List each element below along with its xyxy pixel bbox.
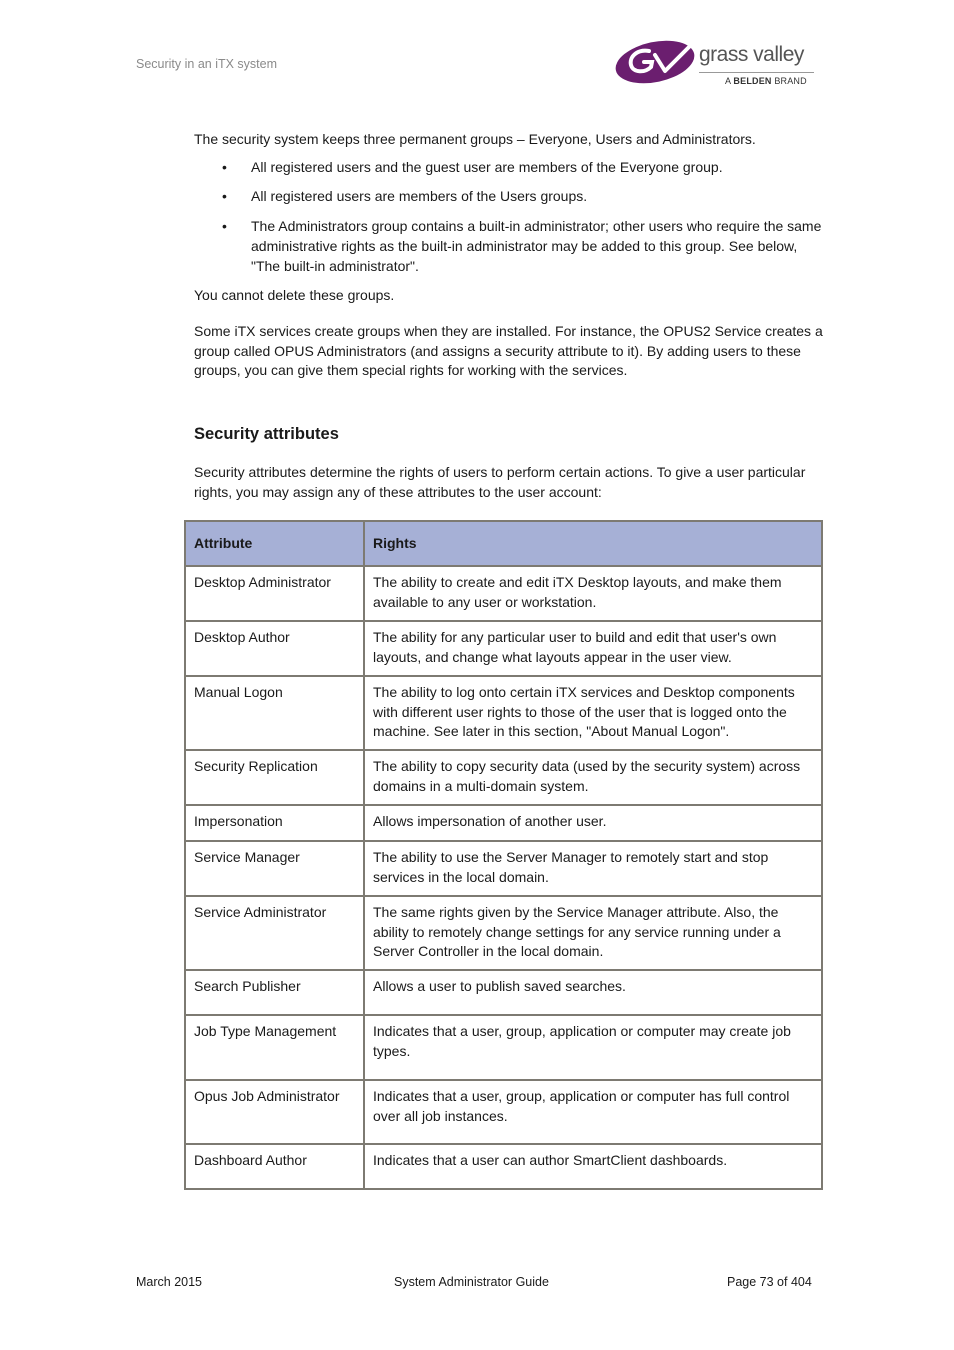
table-row xyxy=(185,841,822,896)
grass-valley-logo xyxy=(615,37,820,89)
security-attributes-table xyxy=(184,520,823,1190)
table-row xyxy=(185,750,822,805)
table-row xyxy=(185,1015,822,1080)
table-row xyxy=(185,621,822,676)
rights-cell: The ability for any particular user to build and edit that user's own layouts, and change what layouts appear in the user view. xyxy=(364,621,822,676)
rights-cell: The ability to log onto certain iTX services and Desktop components with different user rights to those of the user that is logged onto the machine. See later in this section, "About Manual Logon". xyxy=(364,676,822,750)
tagline-suffix: BRAND xyxy=(774,76,807,86)
gv-emblem-icon xyxy=(615,39,697,85)
attribute-cell: Service Manager xyxy=(185,841,364,896)
rights-cell: Indicates that a user, group, application or computer has full control over all job instances. xyxy=(364,1080,822,1144)
rights-cell: The ability to use the Server Manager to remotely start and stop services in the local domain. xyxy=(364,841,822,896)
attribute-cell: Opus Job Administrator xyxy=(185,1080,364,1144)
tagline-prefix: A xyxy=(725,76,731,86)
intro-paragraph: The security system keeps three permanent groups – Everyone, Users and Administrators. xyxy=(194,131,756,147)
bullet-item: • The Administrators group contains a built-in administrator; other users who require the same administrative rights as the built-in administrator may be added to this group. See below, "The built-in administrator". xyxy=(194,217,824,276)
column-header-attribute: Attribute xyxy=(185,521,364,566)
rights-cell: Indicates that a user, group, application or computer may create job types. xyxy=(364,1015,822,1080)
footer-date: March 2015 xyxy=(136,1275,203,1289)
running-head: Security in an iTX system xyxy=(136,57,278,71)
attribute-cell: Dashboard Author xyxy=(185,1144,364,1189)
bullet-item: • All registered users are members of the Users groups. xyxy=(194,187,824,207)
table-row xyxy=(185,896,822,970)
footer-doc-title: System Administrator Guide xyxy=(394,1275,549,1289)
tagline-bold: BELDEN xyxy=(733,76,772,86)
attribute-cell: Service Administrator xyxy=(185,896,364,970)
rights-cell: The same rights given by the Service Manager attribute. Also, the ability to remotely change settings for any service running under a Server Controller in the local domain. xyxy=(364,896,822,970)
attribute-cell: Manual Logon xyxy=(185,676,364,750)
attribute-cell: Impersonation xyxy=(185,805,364,841)
attribute-cell: Job Type Management xyxy=(185,1015,364,1080)
table-row xyxy=(185,970,822,1015)
logo-rule xyxy=(699,72,814,73)
attribute-cell: Search Publisher xyxy=(185,970,364,1015)
rights-cell: The ability to copy security data (used by the security system) across domains in a multi-domain system. xyxy=(364,750,822,805)
table-row xyxy=(185,676,822,750)
table-row xyxy=(185,805,822,841)
attributes-intro-paragraph: Security attributes determine the rights of users to perform certain actions. To give a user particular rights, you may assign any of these attributes to the user account: xyxy=(194,464,806,500)
rights-cell: Indicates that a user can author SmartClient dashboards. xyxy=(364,1144,822,1189)
logo-brand-name: grass valley xyxy=(699,43,804,66)
services-paragraph: Some iTX services create groups when they are installed. For instance, the OPUS2 Service creates a group called OPUS Administrators (and assigns a security attribute to it). By adding users to these groups, you can give them special rights for working with the services. xyxy=(194,322,823,379)
rights-cell: The ability to create and edit iTX Desktop layouts, and make them available to any user or workstation. xyxy=(364,566,822,621)
rights-cell: Allows a user to publish saved searches. xyxy=(364,970,822,1015)
section-heading: Security attributes xyxy=(194,425,339,444)
column-header-rights: Rights xyxy=(364,521,822,566)
main-content xyxy=(194,130,824,502)
no-delete-paragraph: You cannot delete these groups. xyxy=(194,287,395,304)
logo-tagline xyxy=(725,76,807,86)
group-bullet-list xyxy=(194,158,824,277)
attribute-cell: Security Replication xyxy=(185,750,364,805)
rights-cell: Allows impersonation of another user. xyxy=(364,805,822,841)
attribute-cell: Desktop Administrator xyxy=(185,566,364,621)
bullet-item: • All registered users and the guest user are members of the Everyone group. xyxy=(194,158,824,178)
table-row xyxy=(185,1144,822,1189)
attribute-cell: Desktop Author xyxy=(185,621,364,676)
table-header-row xyxy=(185,521,822,566)
table-row xyxy=(185,1080,822,1144)
footer-page-number: Page 73 of 404 xyxy=(727,1275,812,1289)
table-row xyxy=(185,566,822,621)
